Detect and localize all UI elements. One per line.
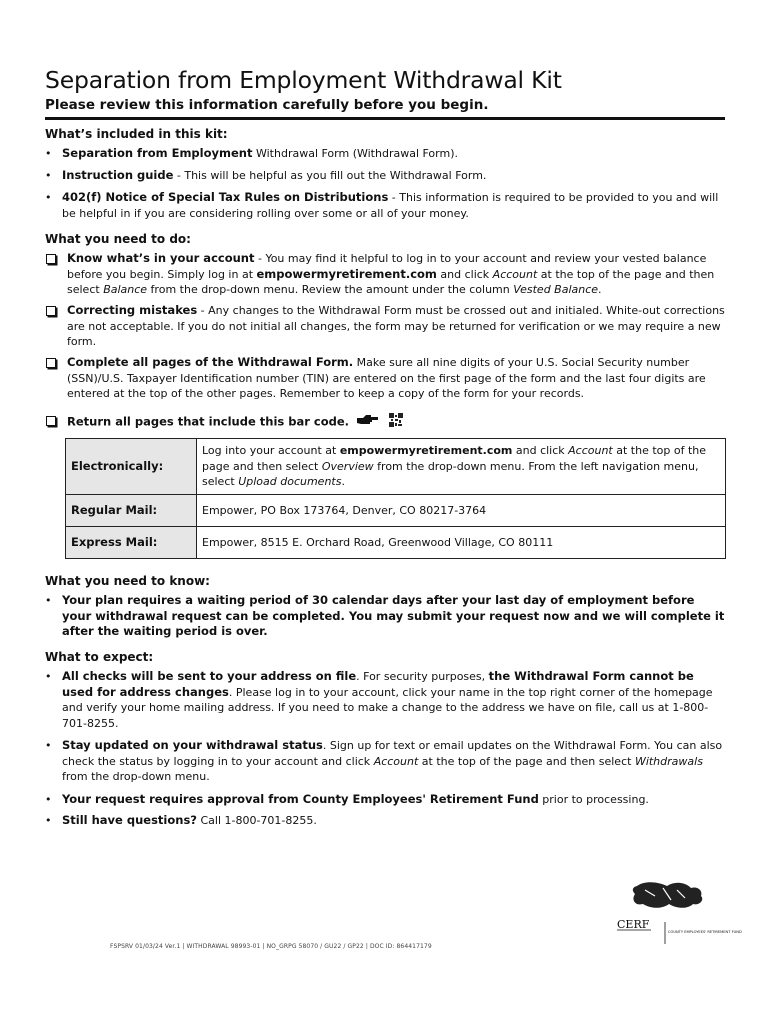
included-item-text: - This will be helpful as you fill out the Withdrawal Form. — [173, 169, 487, 182]
checkbox-icon — [46, 416, 56, 426]
included-heading: What’s included in this kit: — [45, 127, 228, 141]
bullet-icon: • — [45, 814, 52, 827]
table-row — [66, 495, 726, 527]
website-link: empowermyretirement.com — [256, 266, 437, 281]
included-item-bold: Instruction guide — [62, 168, 174, 182]
bullet-icon: • — [45, 594, 52, 607]
electronic-value: Log into your account at empowermyretirement.com and click Account at the top of the page and then select Overview from the drop-down menu. From the left navigation menu, select Upload documents. — [197, 439, 726, 495]
bullet-icon: • — [45, 169, 52, 182]
included-item-text: Withdrawal Form (Withdrawal Form). — [252, 147, 458, 160]
document-footer-code: FSPSRV 01/03/24 Ver.1 | WITHDRAWAL 98993-01 | NO_GRPG 58070 / GU22 / GP22 | DOC ID: 864417179 — [110, 943, 432, 950]
todo-heading: What you need to do: — [45, 232, 191, 246]
checkbox-icon — [46, 358, 56, 368]
logo-graphic — [615, 878, 742, 944]
cerf-seal-logo — [615, 878, 742, 944]
bullet-icon: • — [45, 793, 52, 806]
table-row — [66, 527, 726, 559]
express-mail-label: Express Mail: — [66, 527, 197, 559]
pointing-hand-icon — [357, 414, 379, 431]
title-rule — [45, 117, 725, 120]
bullet-icon: • — [45, 191, 52, 204]
know-item-text: Your plan requires a waiting period of 30 calendar days after your last day of employment before your withdrawal request can be completed. You may submit your request now and we will complete it after the waiting period is over. — [62, 593, 725, 638]
bullet-icon: • — [45, 670, 52, 683]
page-title: Separation from Employment Withdrawal Kit — [45, 66, 562, 94]
included-item-text: - This information is required to be provided to you and will be helpful in if you are considering rolling over some or all of your money. — [62, 191, 719, 220]
electronic-label: Electronically: — [66, 439, 197, 495]
bullet-icon: • — [45, 147, 52, 160]
know-heading: What you need to know: — [45, 574, 210, 588]
logo-org: COUNTY EMPLOYEES' RETIREMENT FUND — [668, 930, 742, 934]
page-subtitle: Please review this information carefully before you begin. — [45, 97, 489, 113]
regular-mail-value: Empower, PO Box 173764, Denver, CO 80217-3764 — [197, 495, 726, 527]
bullet-icon: • — [45, 739, 52, 752]
submission-methods-table — [65, 438, 726, 559]
included-item-bold: 402(f) Notice of Special Tax Rules on Distributions — [62, 190, 389, 204]
included-item-bold: Separation from Employment — [62, 146, 253, 160]
expect-heading: What to expect: — [45, 650, 154, 664]
website-link: empowermyretirement.com — [339, 444, 513, 458]
regular-mail-label: Regular Mail: — [66, 495, 197, 527]
logo-abbr: CERF — [617, 918, 650, 931]
qr-code-icon — [389, 413, 403, 432]
checkbox-icon — [46, 254, 56, 264]
express-mail-value: Empower, 8515 E. Orchard Road, Greenwood Village, CO 80111 — [197, 527, 726, 559]
table-row — [66, 439, 726, 495]
checkbox-icon — [46, 306, 56, 316]
